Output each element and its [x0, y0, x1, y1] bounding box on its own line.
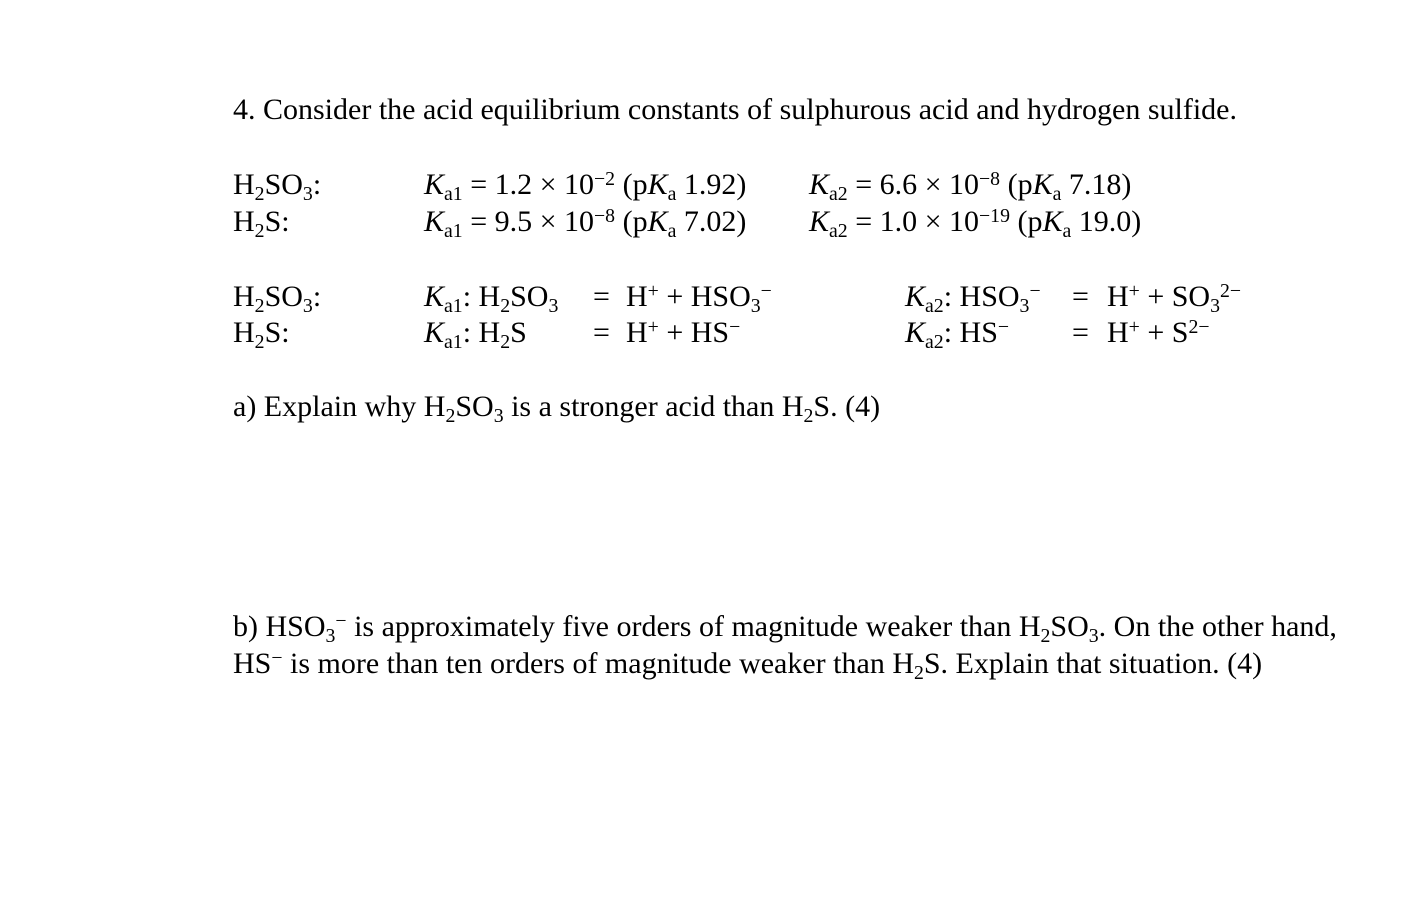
question-title: 4. Consider the acid equilibrium constants of sulphurous acid and hydrogen sulfide.	[233, 93, 1237, 126]
part-b-question: b) $HSO_3^-$ is approximately five orders of magnitude weaker than $H_2SO_3$. On the other hand, HS− is more than ten orders of magnitude weaker than $H_2S$. Explain that situation. (4)	[233, 610, 1337, 684]
constants-h2s-ka2: $K_{a2} = 1.0 \times 10^{-19}$ ($pK_a$ 19.0)	[809, 205, 1142, 242]
equilibria-h2s-eq2-right: $H^+ + S^{2-}$	[1107, 316, 1210, 349]
constants-h2so3-ka2: $K_{a2} = 6.6 \times 10^{-8}$ ($pK_a$ 7.18)	[809, 168, 1132, 205]
equilibria-h2so3-eq2-right: $H^+ + SO_3^{2-}$	[1107, 280, 1242, 317]
equilibria-h2so3-eq2-left: $K_{a2}$: $HSO_3^-$	[905, 280, 1041, 317]
equilibria-h2s-eq2-equals: =	[1072, 316, 1089, 349]
equilibria-h2s-eq1-right: H+ + HS−	[626, 316, 741, 349]
constants-h2s-label: $H_2S$:	[233, 205, 290, 242]
constants-h2so3-label: $H_2SO_3$:	[233, 168, 322, 205]
equilibria-h2s-label: $H_2S$:	[233, 316, 290, 353]
equilibria-h2so3-eq1-right: $H^+ + HSO_3^-$	[626, 280, 772, 317]
equilibria-h2s-eq2-left: $K_{a2}$: HS−	[905, 316, 1010, 353]
equilibria-h2so3-label: $H_2SO_3$:	[233, 280, 322, 317]
equilibria-h2so3-eq2-equals: =	[1072, 280, 1089, 313]
constants-h2s-ka1: $K_{a1} = 9.5 \times 10^{-8}$ ($pK_a$ 7.02)	[424, 205, 747, 242]
equilibria-h2so3-eq1-equals: =	[593, 280, 610, 313]
equilibria-h2s-eq1-left: $K_{a1}$: $H_2S$	[424, 316, 527, 353]
equilibria-h2so3-eq1-left: $K_{a1}$: $H_2SO_3$	[424, 280, 559, 317]
constants-h2so3-ka1: $K_{a1} = 1.2 \times 10^{-2}$ ($pK_a$ 1.92)	[424, 168, 747, 205]
part-a-question: a) Explain why $H_2SO_3$ is a stronger acid than $H_2S$. (4)	[233, 390, 881, 427]
equilibria-h2s-eq1-equals: =	[593, 316, 610, 349]
